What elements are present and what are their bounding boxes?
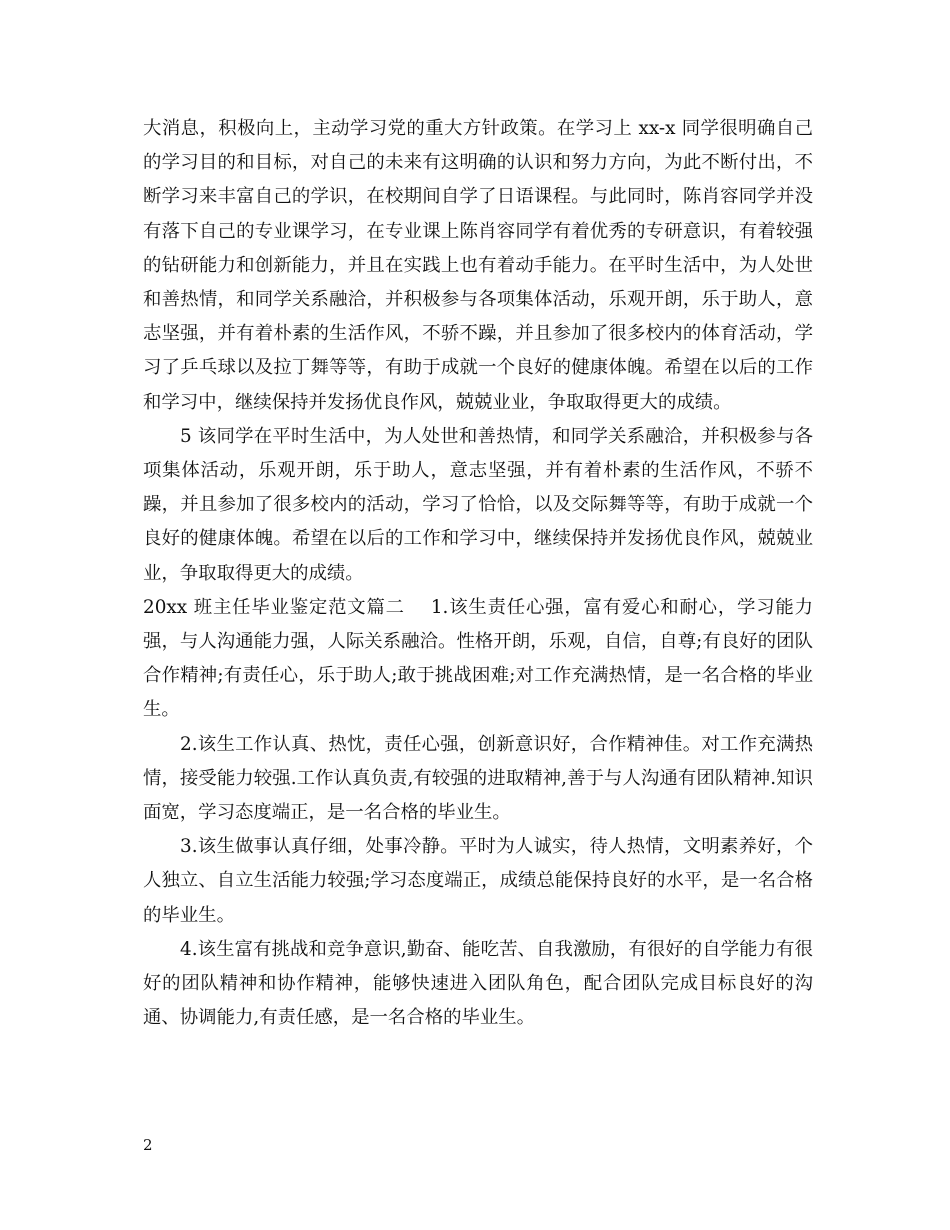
paragraph-item-5: 5 该同学在平时生活中，为人处世和善热情，和同学关系融洽，并积极参与各项集体活动，乐观开朗，乐于助人，意志坚强，并有着朴素的生活作风，不骄不躁，并且参加了很多校内的活动，学习了恰恰，以及交际舞等等，有助于成就一个良好的健康体魄。希望在以后的工作和学习中，继续保持并发扬优良作风，兢兢业业，争取取得更大的成绩。: [143, 425, 813, 584]
paragraph-continuation: 大消息，积极向上，主动学习党的重大方针政策。在学习上 xx-x 同学很明确自己的学习目的和目标，对自己的未来有这明确的认识和努力方向，为此不断付出，不断学习来丰富自己的学识，在校期间自学了日语课程。与此同时，陈肖容同学并没有落下自己的专业课学习，在专业课上陈肖容同学有着优秀的专研意识，有着较强的钻研能力和创新能力，并且在实践上也有着动手能力。在平时生活中，为人处世和善热情，和同学关系融洽，并积极参与各项集体活动，乐观开朗，乐于助人，意志坚强，并有着朴素的生活作风，不骄不躁，并且参加了很多校内的体育活动，学习了乒乓球以及拉丁舞等等，有助于成就一个良好的健康体魄。希望在以后的工作和学习中，继续保持并发扬优良作风，兢兢业业，争取取得更大的成绩。: [143, 118, 813, 413]
paragraph-item-4: 4.该生富有挑战和竞争意识,勤奋、能吃苦、自我激励，有很好的自学能力有很好的团队精神和协作精神，能够快速进入团队角色，配合团队完成目标良好的沟通、协调能力,有责任感，是一名合格的毕业生。: [143, 938, 813, 1029]
paragraph-item-2: 2.该生工作认真、热忱，责任心强，创新意识好，合作精神佳。对工作充满热情，接受能力较强.工作认真负责,有较强的进取精神,善于与人沟通有团队精神.知识面宽，学习态度端正，是一名合格的毕业生。: [143, 733, 813, 824]
paragraph-item-3: 3.该生做事认真仔细，处事冷静。平时为人诚实，待人热情，文明素养好，个人独立、自立生活能力较强;学习态度端正，成绩总能保持良好的水平，是一名合格的毕业生。: [143, 836, 813, 926]
document-body: [143, 112, 813, 1035]
section-2-item-1-text: 1.该生责任心强，富有爱心和耐心，学习能力强，与人沟通能力强，人际关系融洽。性格开朗，乐观，自信，自尊;有良好的团队合作精神;有责任心，乐于助人;敢于挑战困难;对工作充满热情，是一名合格的毕业生。: [143, 596, 813, 721]
page-number: 2: [143, 1136, 153, 1154]
paragraph-section-2: [143, 591, 813, 728]
section-heading: 20xx 班主任毕业鉴定范文篇二: [143, 596, 405, 618]
